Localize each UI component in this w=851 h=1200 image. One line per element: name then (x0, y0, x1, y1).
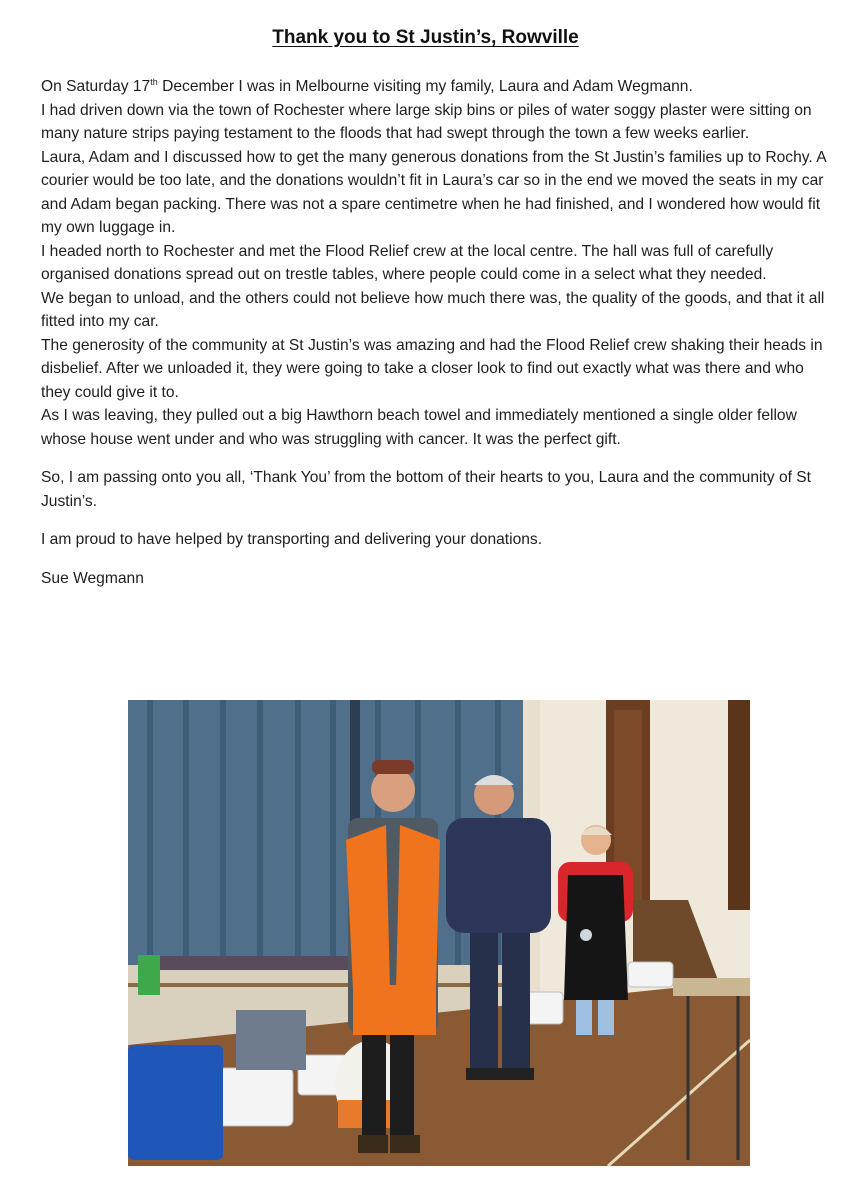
paragraph-unloading: We began to unload, and the others could not believe how much there was, the quality of the goods, and that it all fitted into my car. (41, 289, 825, 330)
paragraph-intro (41, 75, 831, 99)
green-bottle (138, 955, 160, 995)
intro-text-start: On Saturday 17 (41, 78, 151, 95)
trestle-table (673, 978, 750, 996)
intro-text-end: December I was in Melbourne visiting my family, Laura and Adam Wegmann. (157, 78, 693, 95)
paragraph-towel-gift: As I was leaving, they pulled out a big Hawthorn beach towel and immediately mentioned a single older fellow whose house went under and who was struggling with cancer. It was the perfect gift. (41, 407, 797, 448)
paragraph-rochester-drive: I had driven down via the town of Rochester where large skip bins or piles of water soggy plaster were sitting on many nature strips paying testament to the floods that had swept through the town a few weeks earlier. (41, 101, 812, 142)
paragraph-packing: Laura, Adam and I discussed how to get the many generous donations from the St Justin’s families up to Rochy. A courier would be too late, and the donations wouldn’t fit in Laura’s car so in the end we moved the seats in my car and Adam began packing. There was not a spare centimetre when he had finished, and I wondered how would fit my own luggage in. (41, 148, 826, 236)
paragraph-generosity: The generosity of the community at St Justin’s was amazing and had the Flood Relief crew shaking their heads in disbelief. After we unloaded it, they were going to take a closer look to find out exactly what was there and who they could give it to. (41, 336, 823, 401)
basket-far (628, 962, 673, 987)
ordinal-suffix: th (150, 76, 158, 87)
blue-bag (128, 1045, 223, 1160)
clothes-pile (138, 956, 358, 970)
paragraph-flood-relief-centre: I headed north to Rochester and met the Flood Relief crew at the local centre. The hall was full of carefully organised donations spread out on trestle tables, where people could come in a select what they needed. (41, 242, 774, 283)
letter-body (41, 75, 831, 590)
paragraph-thank-you: So, I am passing onto you all, ‘Thank You’ from the bottom of their hearts to you, Laura and the community of St Justin’s. (41, 469, 812, 510)
right-post (728, 700, 750, 910)
hall-photo (128, 700, 750, 1166)
document-title: Thank you to St Justin’s, Rowville (272, 27, 579, 48)
storage-box (236, 1010, 306, 1070)
paragraph-proud: I am proud to have helped by transporting and delivering your donations. (41, 531, 543, 548)
laundry-basket (218, 1068, 293, 1126)
signature: Sue Wegmann (41, 569, 144, 587)
